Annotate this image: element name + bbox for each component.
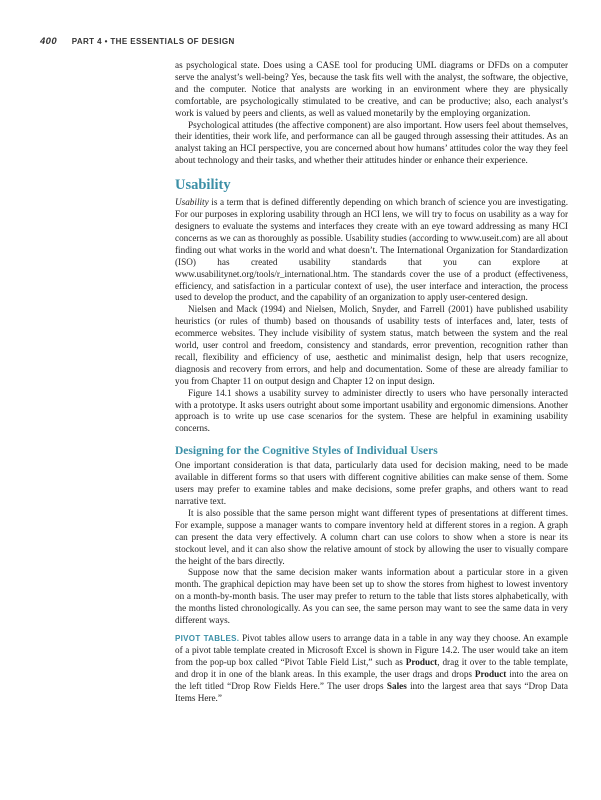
pivot-tables-runin-heading: PIVOT TABLES. — [175, 633, 240, 643]
cognitive-paragraph-3: Suppose now that the same decision maker wants information about a particular store in a given month. The graphical depiction may have been set up to show the stores from highest to lowest inventory on a month-by-month basis. The user may prefer to return to the table that lists stores alphabetically, with the months listed chronologically. As you can see, the same person may want to see the same data in very different ways. — [175, 567, 568, 626]
main-text-column — [175, 60, 568, 704]
usability-term: Usability — [175, 197, 209, 208]
pivot-bold-product-2: Product — [474, 668, 507, 679]
usability-heading: Usability — [175, 177, 231, 194]
pivot-text-2: , drag it over to the table template, and drop it in one of the blank areas. In this example, the user drags and drops — [175, 656, 568, 679]
usability-paragraph-3: Figure 14.1 shows a usability survey to administer directly to users who have personally interacted with a prototype. It asks users outright about some important usability and ergonomic dimensions. Another approach is to write up use case scenarios for the system. These are helpful in examining usability concerns. — [175, 387, 568, 434]
usability-paragraph-1 — [175, 197, 568, 304]
intro-paragraph-1: as psychological state. Does using a CASE tool for producing UML diagrams or DFDs on a computer serve the analyst’s well-being? Yes, because the task fits well with the analyst, the software, the objective, and the computer. Notice that analysts are working in an environment where they are physically comfortable, are psychologically stimulated to be creative, and can be productive; also, each analyst’s work is valued by peers and clients, as well as valued monetarily by the employing organization. — [175, 60, 568, 118]
pivot-bold-sales: Sales — [386, 680, 407, 691]
pivot-text-3: into the area on the left titled “Drop Row Fields Here.” The user drops — [175, 668, 568, 691]
pivot-bold-product-1: Product — [405, 656, 438, 667]
page-number: 400 — [40, 36, 58, 47]
pivot-text-1: Pivot tables allow users to arrange data in a table in any way they choose. An example of a pivot table template created in Microsoft Excel is shown in Figure 14.2. The user would take an item from the pop-up box called “Pivot Table Field List,” such as — [175, 632, 568, 667]
cognitive-paragraph-1: One important consideration is that data, particularly data used for decision making, need to be made available in different forms so that users with different cognitive abilities can make sense of them. Some users may prefer to examine tables and make decisions, some prefer graphs, and others want to read narrative text. — [175, 460, 568, 506]
part-label: PART 4 • THE ESSENTIALS OF DESIGN — [71, 37, 235, 46]
usability-paragraph-2: Nielsen and Mack (1994) and Nielsen, Molich, Snyder, and Farrell (2001) have published usability heuristics (or rules of thumb) based on thousands of usability tests of interfaces and, later, tests of ecommerce websites. They include visibility of system status, match between the system and the real world, user control and freedom, consistency and standards, error prevention, recognition rather than recall, flexibility and efficiency of use, aesthetic and minimalist design, help that users recognize, diagnosis and recovery from errors, and help and documentation. Some of these are already familiar to you from Chapter 11 on output design and Chapter 12 on input design. — [175, 304, 568, 386]
running-head — [40, 36, 235, 47]
usability-paragraph-1-text: is a term that is defined differently depending on which branch of science you are investigating. For our purposes in exploring usability through an HCI lens, we will try to focus on usability as a way for designers to evaluate the systems and interfaces they create with an eye toward addressing as many HCI concerns as we can as thoroughly as possible. Usability studies (according to www.useit.com) are all about finding out what works in the world and what doesn’t. The International Organization for Standardization (ISO) has created usability standards that you can explore at www.usabilitynet.org/tools/r_international.htm. The standards cover the use of a product (effectiveness, efficiency, and satisfaction in a particular context of use), the user interface and interaction, the process used to develop the product, and the capability of an organization to apply user-centered design. — [175, 197, 568, 303]
pivot-tables-paragraph — [175, 633, 568, 704]
cognitive-styles-heading: Designing for the Cognitive Styles of Individual Users — [175, 445, 438, 458]
pivot-text-4: into the largest area that says “Drop Data Items Here.” — [175, 680, 568, 703]
intro-paragraph-2: Psychological attitudes (the affective component) are also important. How users feel about themselves, their identities, their work life, and performance can all be gauged through assessing their attitudes. As an analyst taking an HCI perspective, you are concerned about how humans’ attitudes color the way they feel about technology and their tasks, and whether their attitudes hinder or enhance their experience. — [175, 119, 568, 166]
cognitive-paragraph-2: It is also possible that the same person might want different types of presentations at different times. For example, suppose a manager wants to compare inventory held at different stores in a region. A graph can present the data very effectively. A column chart can use colors to show when a store is near its stockout level, and it can also show the relative amount of stock by allowing the user to visually compare the height of the bars directly. — [175, 507, 568, 566]
